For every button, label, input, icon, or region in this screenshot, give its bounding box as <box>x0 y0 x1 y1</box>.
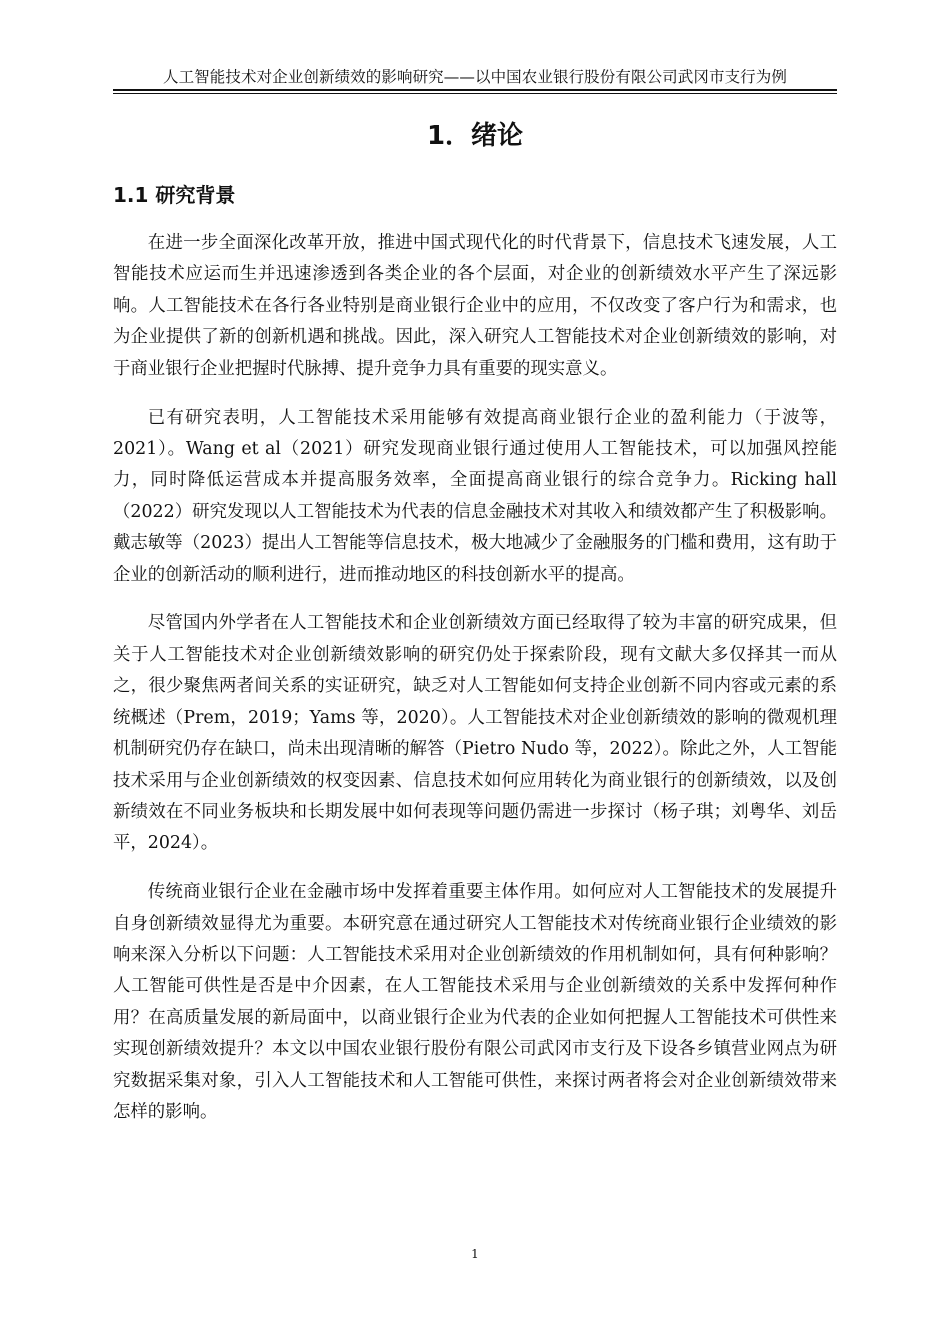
section-title: 1.1 研究背景 <box>113 183 236 207</box>
chapter-title: 1．绪论 <box>426 121 524 151</box>
header-rule-thick <box>113 89 837 91</box>
page-number: 1 <box>471 1247 479 1261</box>
paragraph: 传统商业银行企业在金融市场中发挥着重要主体作用。如何应对人工智能技术的发展提升自身创新绩效显得尤为重要。本研究意在通过研究人工智能技术对传统商业银行企业绩效的影响来深入分析以下问题：人工智能技术采用对企业创新绩效的作用机制如何，具有何种影响？人工智能可供性是否是中介因素，在人工智能技术采用与企业创新绩效的关系中发挥何种作用？在高质量发展的新局面中，以商业银行企业为代表的企业如何把握人工智能技术可供性来实现创新绩效提升？本文以中国农业银行股份有限公司武冈市支行及下设各乡镇营业网点为研究数据采集对象，引入人工智能技术和人工智能可供性，来探讨两者将会对企业创新绩效带来怎样的影响。 <box>113 882 837 1123</box>
header-rule-thin <box>113 93 837 94</box>
paragraph: 尽管国内外学者在人工智能技术和企业创新绩效方面已经取得了较为丰富的研究成果，但关于人工智能技术对企业创新绩效影响的研究仍处于探索阶段，现有文献大多仅择其一而从之，很少聚焦两者间关系的实证研究，缺乏对人工智能如何支持企业创新不同内容或元素的系统概述（Prem，2019；Yams 等，2020）。人工智能技术对企业创新绩效的影响的微观机理机制研究仍存在缺口，尚未出现清晰的解答（Pietro Nudo 等，2022）。除此之外，人工智能技术采用与企业创新绩效的权变因素、信息技术如何应用转化为商业银行的创新绩效，以及创新绩效在不同业务板块和长期发展中如何表现等问题仍需进一步探讨（杨子琪；刘粤华、刘岳平，2024）。 <box>113 613 837 854</box>
paragraph: 在进一步全面深化改革开放，推进中国式现代化的时代背景下，信息技术飞速发展，人工智能技术应运而生并迅速渗透到各类企业的各个层面，对企业的创新绩效水平产生了深远影响。人工智能技术在各行各业特别是商业银行企业中的应用，不仅改变了客户行为和需求，也为企业提供了新的创新机遇和挑战。因此，深入研究人工智能技术对企业创新绩效的影响，对于商业银行企业把握时代脉搏、提升竞争力具有重要的现实意义。 <box>113 233 837 379</box>
running-header: 人工智能技术对企业创新绩效的影响研究——以中国农业银行股份有限公司武冈市支行为例 <box>162 68 787 86</box>
paragraph: 已有研究表明，人工智能技术采用能够有效提高商业银行企业的盈利能力（于波等，2021）。Wang et al（2021）研究发现商业银行通过使用人工智能技术，可以加强风控能力，同时降低运营成本并提高服务效率，全面提高商业银行的综合竞争力。Ricking hall（2022）研究发现以人工智能技术为代表的信息金融技术对其收入和绩效都产生了积极影响。戴志敏等（2023）提出人工智能等信息技术，极大地减少了金融服务的门槛和费用，这有助于企业的创新活动的顺利进行，进而推动地区的科技创新水平的提高。 <box>113 407 837 585</box>
body-text <box>113 228 837 1146</box>
